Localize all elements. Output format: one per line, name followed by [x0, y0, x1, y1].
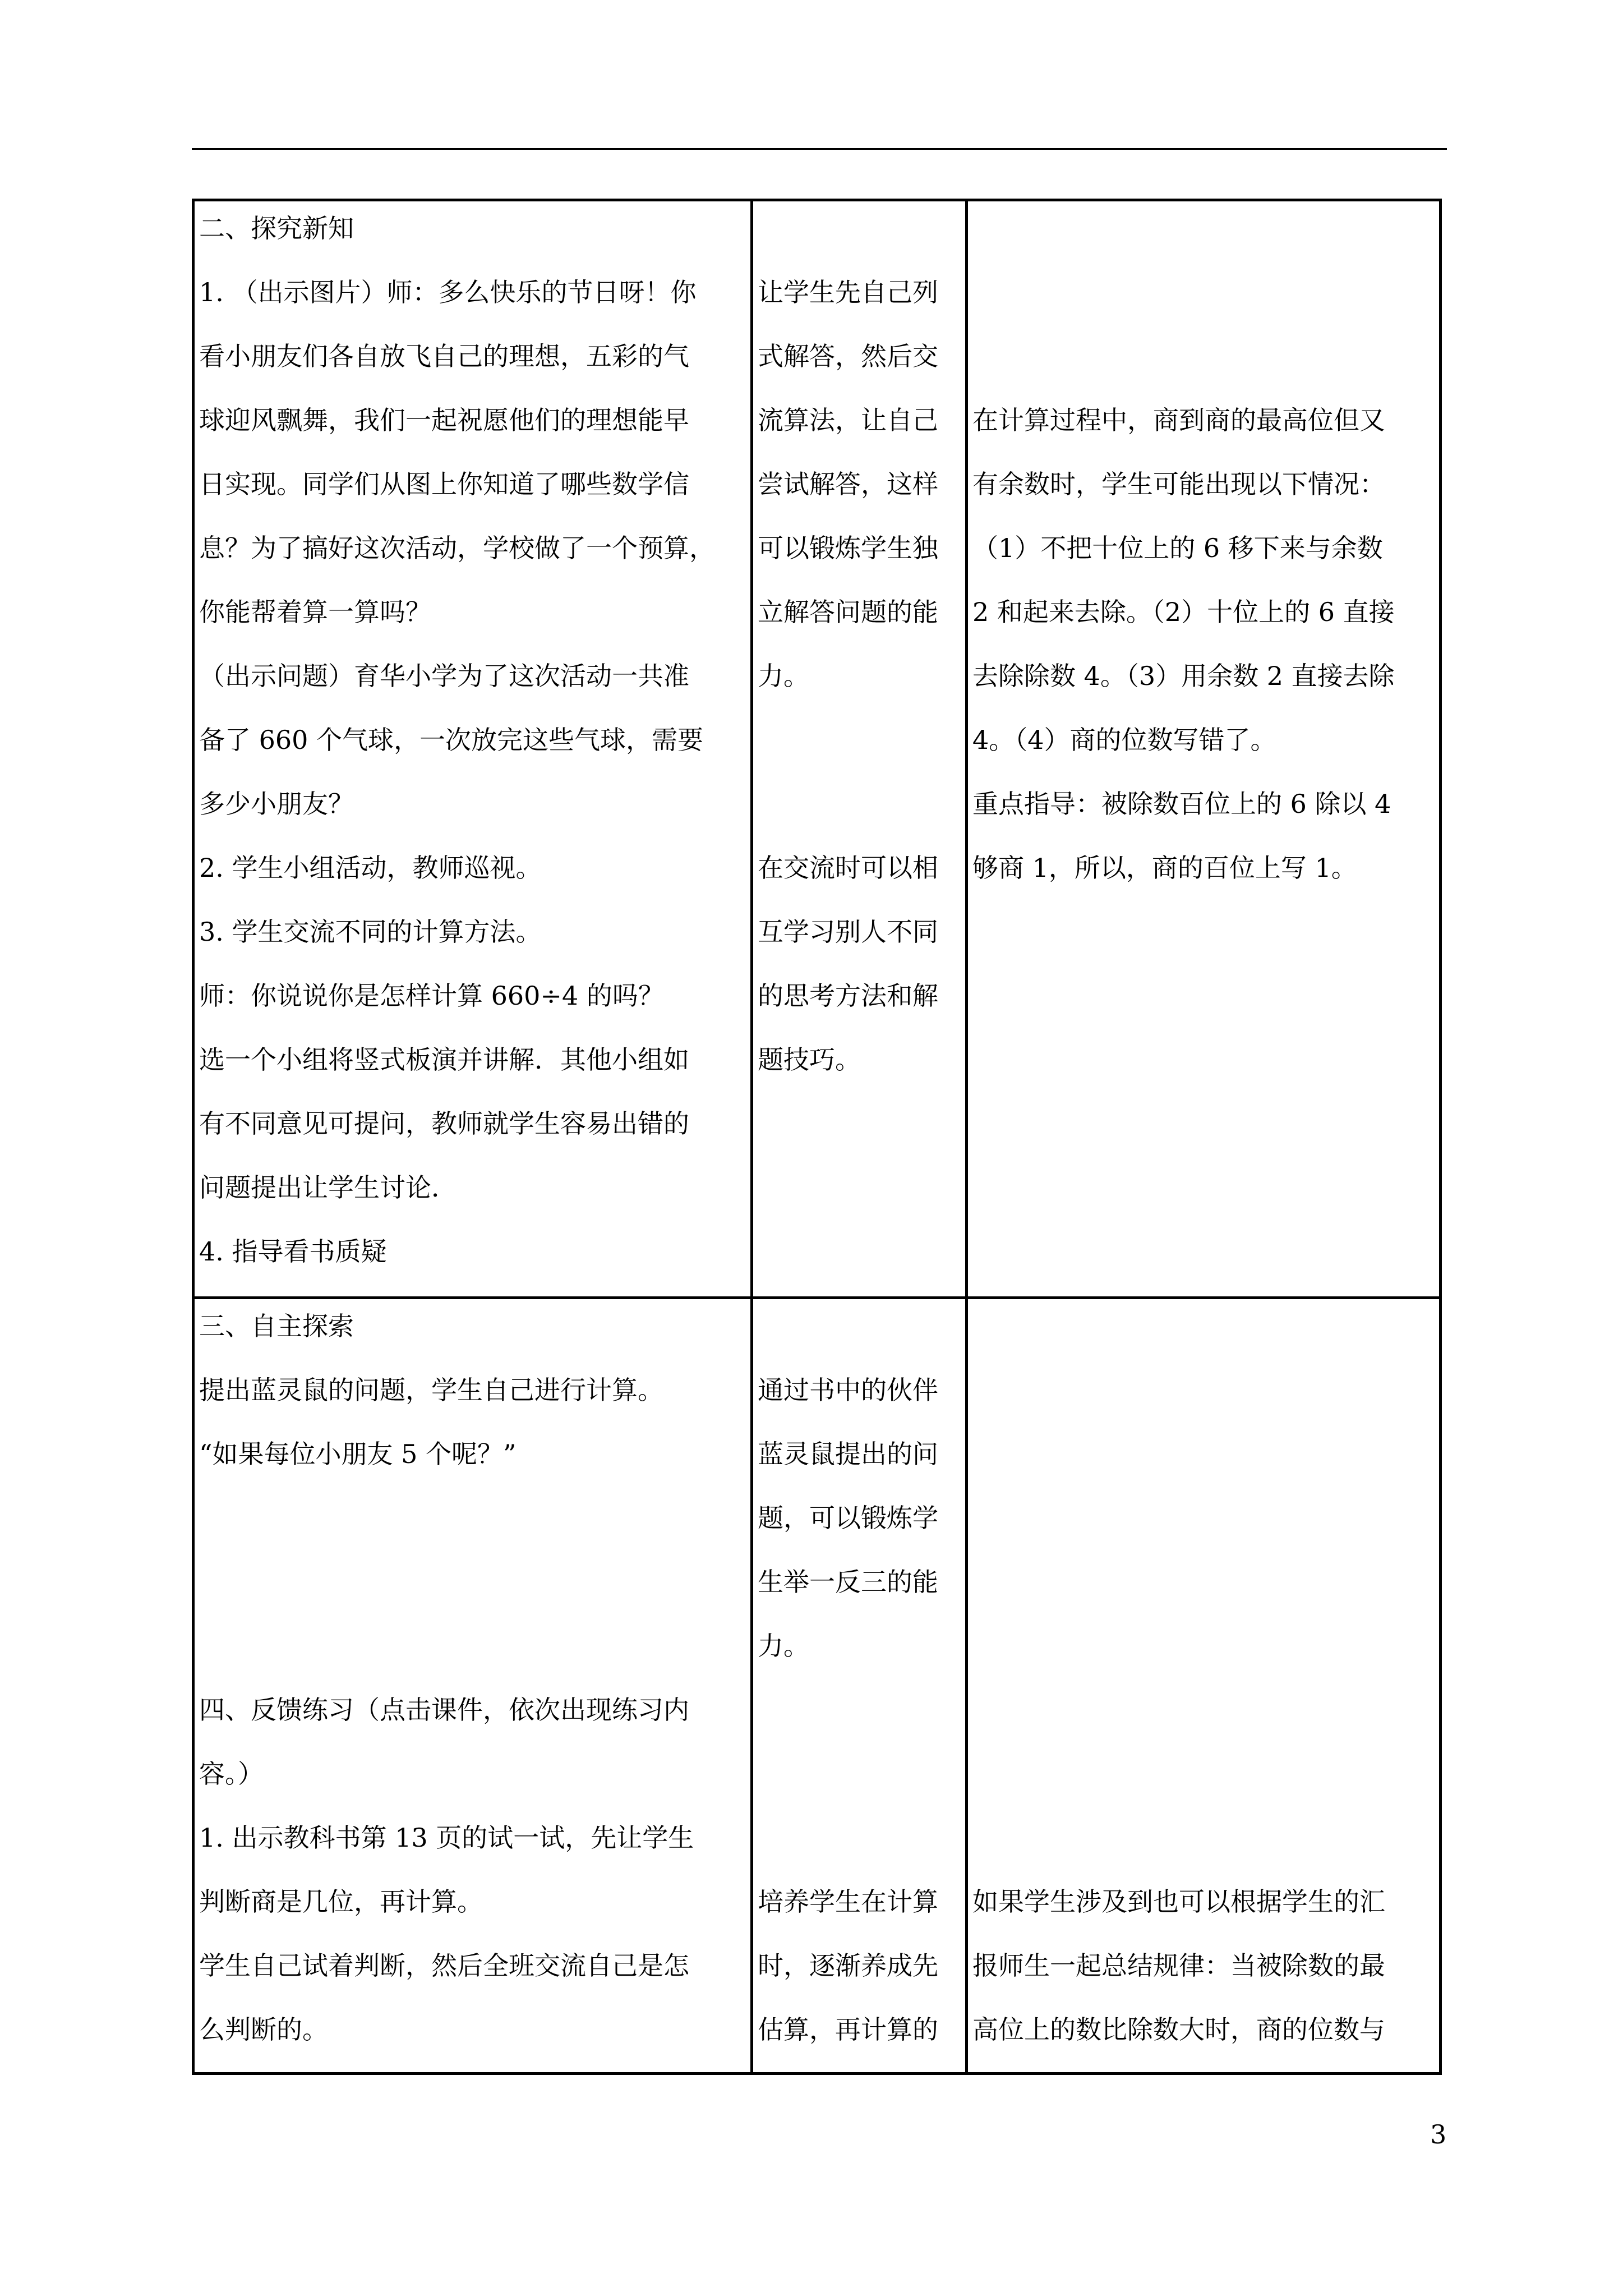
text-line: 题，可以锻炼学 — [758, 1503, 938, 1533]
text-line: 2 和起来去除。（2）十位上的 6 直接 — [972, 597, 1395, 627]
text-line: 息？为了搞好这次活动，学校做了一个预算， — [199, 533, 715, 563]
text-line: 二、探究新知 — [199, 213, 354, 243]
text-line: 生举一反三的能 — [758, 1567, 938, 1597]
text-line: 师：你说说你是怎样计算 660÷4 的吗？ — [199, 981, 664, 1011]
text-line: 1. 出示教科书第 13 页的试一试，先让学生 — [199, 1823, 694, 1853]
text-line: 3. 学生交流不同的计算方法。 — [199, 917, 542, 947]
text-line: 问题提出让学生讨论． — [199, 1172, 457, 1203]
text-line: 式解答，然后交 — [758, 341, 938, 371]
text-line: 三、自主探索 — [199, 1311, 354, 1341]
text-line: 在交流时可以相 — [758, 853, 938, 883]
text-line: 看小朋友们各自放飞自己的理想，五彩的气 — [199, 341, 689, 371]
text-line: 估算，再计算的 — [758, 2014, 938, 2045]
row2-col3-cell — [968, 1299, 1439, 2072]
page-number: 3 — [1430, 2119, 1447, 2150]
text-line: 有余数时，学生可能出现以下情况： — [972, 469, 1385, 499]
text-line: 题技巧。 — [758, 1045, 861, 1075]
text-line: （出示问题）育华小学为了这次活动一共准 — [199, 661, 689, 691]
text-line: （1）不把十位上的 6 移下来与余数 — [972, 533, 1383, 563]
text-line: 培养学生在计算 — [758, 1887, 938, 1917]
text-line: 学生自己试着判断，然后全班交流自己是怎 — [199, 1950, 689, 1981]
text-line: 可以锻炼学生独 — [758, 533, 938, 563]
text-line: 高位上的数比除数大时，商的位数与 — [972, 2014, 1385, 2045]
text-line: 互学习别人不同 — [758, 917, 938, 947]
text-line: 判断商是几位，再计算。 — [199, 1887, 483, 1917]
table-row — [193, 1298, 1441, 2074]
text-line: 报师生一起总结规律：当被除数的最 — [972, 1950, 1385, 1981]
text-line: 的思考方法和解 — [758, 981, 938, 1011]
text-line: 四、反馈练习（点击课件，依次出现练习内 — [199, 1695, 689, 1725]
text-line: 选一个小组将竖式板演并讲解．其他小组如 — [199, 1045, 689, 1075]
row1-col3-cell — [968, 201, 1439, 1296]
text-line: 如果学生涉及到也可以根据学生的汇 — [972, 1887, 1385, 1917]
text-line: 4。（4）商的位数写错了。 — [972, 725, 1276, 755]
text-line: 日实现。同学们从图上你知道了哪些数学信 — [199, 469, 689, 499]
text-line: 力。 — [758, 1631, 809, 1661]
lesson-plan-table — [192, 199, 1442, 2075]
text-line: 你能帮着算一算吗？ — [199, 597, 431, 627]
text-line: 有不同意见可提问，教师就学生容易出错的 — [199, 1108, 689, 1139]
text-line: 立解答问题的能 — [758, 597, 938, 627]
row2-col1-cell — [195, 1299, 750, 2072]
text-line: 够商 1，所以，商的百位上写 1。 — [972, 853, 1357, 883]
row1-col2-cell — [753, 201, 965, 1296]
text-line: “如果每位小朋友 5 个呢？” — [199, 1439, 517, 1469]
text-line: 重点指导：被除数百位上的 6 除以 4 — [972, 789, 1391, 819]
text-line: 容。） — [199, 1759, 264, 1789]
text-line: 力。 — [758, 661, 809, 691]
text-line: 流算法，让自己 — [758, 405, 938, 435]
text-line: 2. 学生小组活动，教师巡视。 — [199, 853, 542, 883]
table-row — [193, 200, 1441, 1298]
text-line: 球迎风飘舞，我们一起祝愿他们的理想能早 — [199, 405, 689, 435]
header-rule — [192, 148, 1447, 150]
text-line: 让学生先自己列 — [758, 277, 938, 307]
text-line: 备了 660 个气球，一次放完这些气球，需要 — [199, 725, 704, 755]
text-line: 多少小朋友？ — [199, 789, 354, 819]
text-line: 蓝灵鼠提出的问 — [758, 1439, 938, 1469]
text-line: 4. 指导看书质疑 — [199, 1236, 387, 1267]
text-line: 提出蓝灵鼠的问题，学生自己进行计算。 — [199, 1375, 663, 1405]
text-line: 1. （出示图片）师：多么快乐的节日呀！你 — [199, 277, 697, 307]
text-line: 时，逐渐养成先 — [758, 1950, 938, 1981]
row2-col2-cell — [753, 1299, 965, 2072]
text-line: 通过书中的伙伴 — [758, 1375, 938, 1405]
text-line: 么判断的。 — [199, 2014, 328, 2045]
row1-col1-cell — [195, 201, 750, 1296]
text-line: 尝试解答，这样 — [758, 469, 938, 499]
text-line: 在计算过程中，商到商的最高位但又 — [972, 405, 1385, 435]
text-line: 去除除数 4。（3）用余数 2 直接去除 — [972, 661, 1395, 691]
